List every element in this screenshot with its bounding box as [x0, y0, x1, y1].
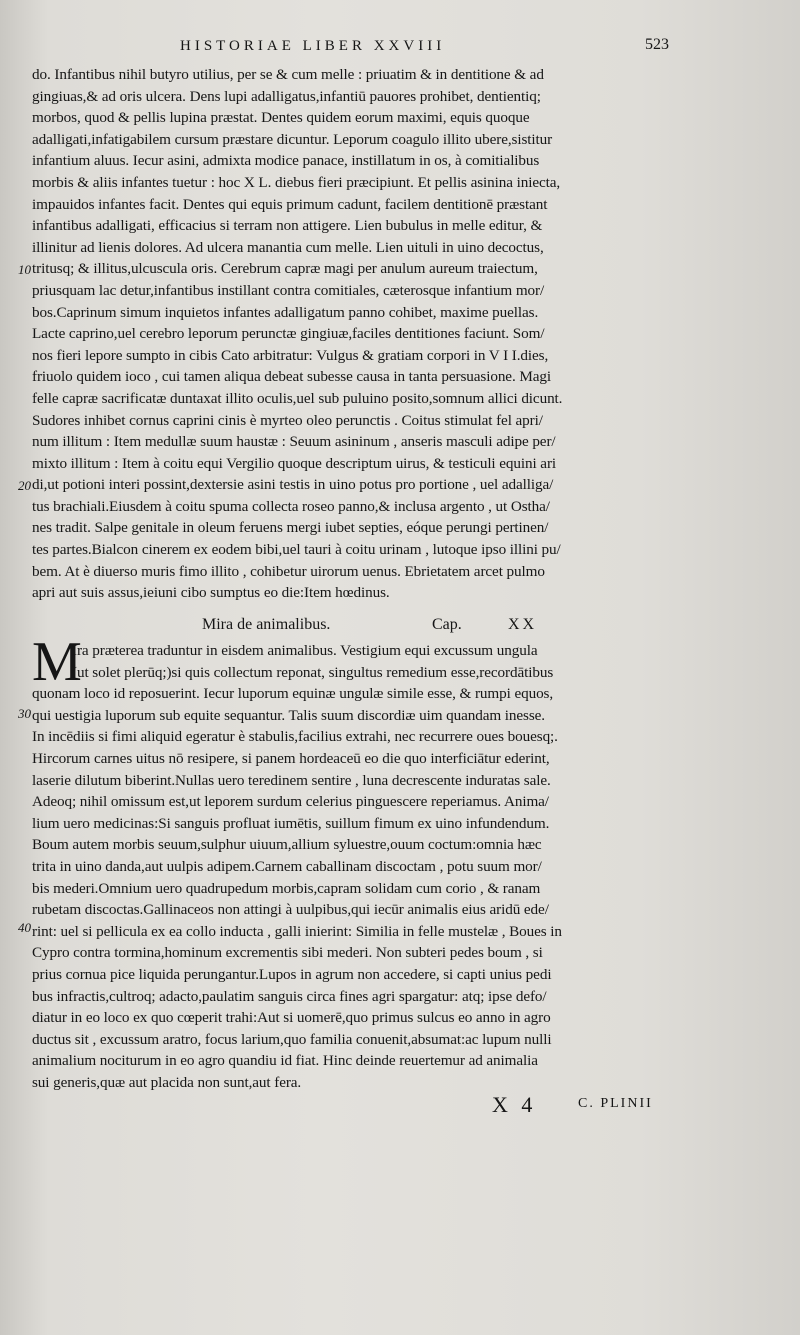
text-line: bis mederi.Omnium uero quadrupedum morbis,capram solidam cum corio , & ranam — [32, 879, 541, 897]
page-number: 523 — [645, 36, 669, 53]
text-line: adalligati,infatigabilem cursum præstare dicuntur. Leporum coagulo illito ubere,sistitur — [32, 130, 553, 148]
text-line: lium uero medicinas:Si sanguis profluat iumētis, suillum fimum ex uino infundendum. — [32, 814, 550, 832]
text-line: gingiuas,& ad oris ulcera. Dens lupi adalligatus,infantiū pauores prohibet, dentientiq; — [32, 87, 541, 105]
text-line: num illitum : Item medullæ suum haustæ : Seuum asininum , anseris masculi adipe per/ — [32, 433, 556, 451]
text-line: friuolo quidem ioco , cui tamen aliqua debeat subesse causa in tanta persuasione. Magi — [32, 368, 552, 386]
text-line: tes partes.Bialcon cinerem ex eodem bibi,uel tauri à coitu urinam , lutoque ipso illini pu/ — [32, 541, 561, 559]
text-line: tritusq; & illitus,ulcuscula oris. Cerebrum capræ magi per anulum aureum traiectum, — [32, 260, 538, 278]
text-line: rubetam discoctas.Gallinaceos non attingi à uulpibus,qui iecūr animalis eius aridū ede/ — [32, 901, 549, 919]
text-line: Hircorum carnes uitus nō resipere, si panem hordeaceū eo die quo interficiātur ederint, — [32, 749, 550, 767]
text-line: apri aut suis assus,ieiuni cibo sumptus eo die:Item hœdinus. — [32, 584, 390, 602]
text-line: prius cornua pice liquida perungantur.Lupos in agrum non accedere, si capti unius pedi — [32, 965, 552, 983]
text-line: morbis & aliis infantes tuetur : hoc X L. diebus fieri præcipiunt. Et pellis asinina iniecta, — [32, 173, 561, 191]
margin-line-number: 10 — [18, 262, 31, 277]
text-line: In incēdiis si fimi aliquid egeratur è stabulis,facilius extrahi, nec recurrere oues bouesq;. — [32, 728, 558, 746]
chapter-number: XX — [508, 616, 538, 633]
text-line: rint: uel si pellicula ex ea collo inducta , galli inierint: Similia in felle mustelæ , Boues in — [32, 922, 562, 940]
text-line: laserie dilutum biberint.Nullas uero teredinem sentire , luna decrescente induratas sale. — [32, 771, 551, 789]
text-line: felle capræ sacrificatæ duntaxat illito oculis,uel sub puluino posito,somnum allici dicunt. — [32, 389, 563, 407]
text-line: trita in uino danda,aut uulpis adipem.Carnem caballinam discoctam , potu suum mor/ — [32, 857, 542, 875]
page-footer — [0, 1092, 800, 1118]
drop-capital: M — [32, 631, 82, 693]
text-line: bos.Caprinum simum inquietos infantes adalligatum panno cohibet, maxime puellas. — [32, 303, 539, 321]
text-line: infantium aluus. Iecur asini, admixta modice panace, instillatum in os, à comitialibus — [32, 152, 540, 170]
text-block-chapter — [32, 631, 700, 1093]
text-line: impauidos infantes facit. Dentes qui equis primum cadunt, facilem dentitionē præstant — [32, 195, 548, 213]
text-line: tus brachiali.Eiusdem à coitu spuma collecta roseo panno,& inclusa argento , ut Ostha/ — [32, 497, 550, 515]
margin-line-number: 40 — [18, 920, 31, 935]
text-line: mixto illitum : Item à coitu equi Vergilio quoque descriptum uirus, & testiculi equini ari — [32, 454, 557, 472]
text-line: sui generis,quæ aut placida non sunt,aut fera. — [32, 1073, 302, 1091]
text-line: di,ut potioni interi possint,dextersie asini testis in uino potus pro portione , uel adalliga/ — [32, 476, 554, 494]
text-line: qui uestigia luporum sub equite sequantur. Talis suum discordiæ uim quandam inesse. — [32, 706, 545, 724]
text-line: (ut solet plerūq;)si quis collectum reponat, singultus remedium esse,recordātibus — [72, 663, 554, 681]
catchword: C. PLINII — [578, 1096, 653, 1111]
text-line: Cypro contra tormina,hominum excrementis sibi mederi. Non subteri pedes boum , si — [32, 944, 543, 962]
running-title: HISTORIAE LIBER XXVIII — [180, 38, 446, 54]
text-line: diatur in eo loco ex quo cœperit trahi:Aut si uomerē,quo primus sulcus eo anno in agro — [32, 1009, 551, 1027]
chapter-title: Mira de animalibus. — [202, 616, 331, 633]
margin-line-number: 20 — [18, 478, 31, 493]
text-line: nos fieri lepore sumpto in cibis Cato arbitratur: Vulgus & gratiam corpori in V I I.dies, — [32, 346, 549, 364]
text-line: Ira præterea traduntur in eisdem animalibus. Vestigium equi excussum ungula — [72, 642, 538, 659]
text-line: illinitur ad lienis dolores. Ad ulcera manantia cum melle. Lien uituli in uino decoctus, — [32, 238, 544, 256]
text-line: nes tradit. Salpe genitale in oleum feruens mergi iubet septies, eóque perungi pertinen/ — [32, 519, 549, 537]
text-block-before-chapter — [32, 64, 700, 604]
text-line: do. Infantibus nihil butyro utilius, per se & cum melle : priuatim & in dentitione & ad — [32, 66, 544, 83]
chapter-label: Cap. — [432, 616, 462, 633]
text-line: bem. At è diuerso muris fimo illito , cohibetur uirorum uenus. Ebrietatem arcet pulmo — [32, 562, 545, 580]
margin-line-number: 30 — [18, 706, 31, 721]
signature-mark: X 4 — [492, 1092, 537, 1117]
page-header — [160, 38, 800, 60]
text-line: animalium nociturum in eo agro quandiu id fiat. Hinc deinde reuertemur ad animalia — [32, 1052, 538, 1070]
text-line: infantibus adalligati, efficacius si terram non attigere. Lien bubulus in melle editur, & — [32, 217, 543, 235]
text-line: Sudores inhibet cornus caprini cinis è myrteo oleo perunctis . Coitus stimulat fel apri/ — [32, 411, 543, 429]
text-line: Lacte caprino,uel cerebro leporum perunctæ gingiuæ,faciles dentitiones faciunt. Som/ — [32, 325, 545, 343]
text-line: priusquam lac detur,infantibus instillant contra comitiales, cæterosque infantium mor/ — [32, 281, 545, 299]
text-line: Boum autem morbis seuum,sulphur uiuum,allium syluestre,ouum coctum:omnia hæc — [32, 836, 542, 854]
chapter-heading — [32, 616, 700, 638]
text-line: bus infractis,cultroq; adacto,paulatim sanguis circa fines agri spargatur: atq; ipse defo/ — [32, 987, 547, 1005]
text-line: morbos, quod & pellis lupina præstat. Dentes quidem eorum maximi, equis quoque — [32, 109, 530, 127]
text-line: Adeoq; nihil omissum est,ut leporem surdum celerius pinguescere reperiamus. Anima/ — [32, 793, 549, 811]
text-line: ductus sit , excussum aratro, focus larium,quo familia conuenit,absumat:ac lupum nulli — [32, 1030, 552, 1048]
text-line: quonam loco id reposuerint. Iecur luporum equinæ ungulæ simile esse, & rumpi equos, — [32, 685, 554, 703]
